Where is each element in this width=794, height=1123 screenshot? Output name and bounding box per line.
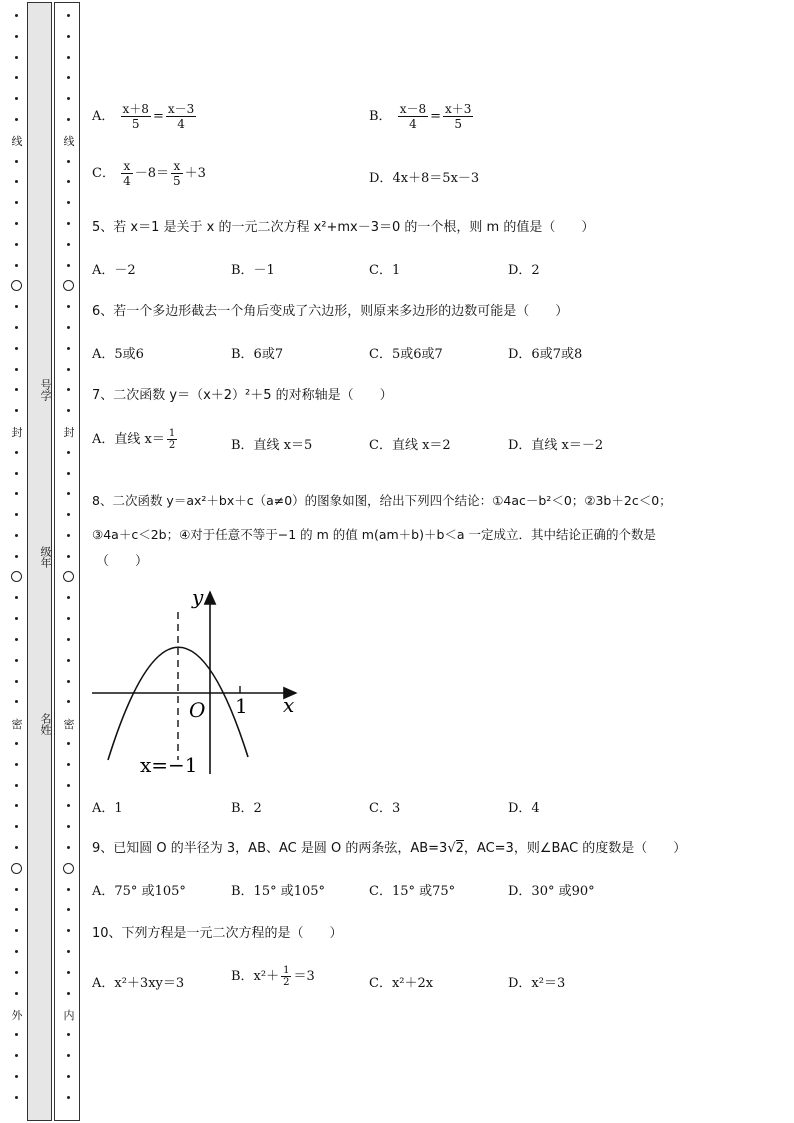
fraction	[443, 102, 473, 131]
binding-ring	[11, 571, 22, 582]
outer-label-wai: 外	[11, 1009, 23, 1022]
x-axis-label: x	[283, 693, 295, 717]
binding-dot	[15, 596, 18, 599]
binding-dot	[15, 992, 18, 995]
outer-label-feng: 封	[11, 426, 23, 439]
q6-option-c: C．5或6或7	[369, 347, 443, 362]
binding-dot	[15, 76, 18, 79]
binding-dot	[15, 305, 18, 308]
q10-option-b	[231, 965, 315, 988]
binding-dot	[67, 1096, 70, 1099]
tick-label-1: 1	[235, 694, 248, 718]
binding-dot	[67, 118, 70, 121]
binding-dot	[15, 825, 18, 828]
option-text: A．直线 x＝	[92, 432, 165, 447]
binding-dot	[15, 243, 18, 246]
binding-dot	[15, 804, 18, 807]
binding-dot	[15, 472, 18, 475]
binding-dot	[67, 76, 70, 79]
q9-option-b: B．15° 或105°	[231, 884, 326, 899]
inner-label-mi: 密	[63, 718, 75, 731]
binding-dot	[67, 825, 70, 828]
fraction	[121, 102, 151, 131]
binding-dot	[67, 617, 70, 620]
binding-dot	[67, 35, 70, 38]
binding-dot	[15, 971, 18, 974]
outer-label-mi: 密	[11, 718, 23, 731]
binding-dot	[15, 180, 18, 183]
symmetry-axis-label: x=−1	[140, 753, 198, 777]
denominator: 5	[454, 117, 463, 131]
binding-dot	[15, 659, 18, 662]
binding-dot	[67, 888, 70, 891]
y-axis-label: y	[192, 585, 204, 609]
q5-option-a: A．－2	[92, 263, 136, 278]
binding-dot	[15, 118, 18, 121]
binding-dot	[67, 700, 70, 703]
binding-dot	[67, 929, 70, 932]
fraction	[166, 102, 196, 131]
binding-dot	[67, 804, 70, 807]
binding-dot	[15, 201, 18, 204]
outer-label-xian: 线	[11, 135, 23, 148]
binding-dot	[15, 784, 18, 787]
binding-dot	[67, 784, 70, 787]
binding-dot	[15, 326, 18, 329]
stem-text: ，AC=3，则∠BAC 的度数是（ ）	[463, 841, 687, 856]
q10-stem: 10、下列方程是一元二次方程的是（ ）	[92, 926, 343, 941]
binding-dot	[15, 492, 18, 495]
option-label: B．	[369, 109, 392, 124]
numerator: x－3	[167, 102, 195, 116]
binding-dot	[67, 596, 70, 599]
binding-dot	[67, 971, 70, 974]
q4-option-d	[369, 167, 479, 186]
binding-dot	[15, 1033, 18, 1036]
numerator: x	[121, 159, 133, 174]
q4-option-c	[92, 159, 206, 188]
binding-dot	[67, 201, 70, 204]
q8-option-c: C．3	[369, 801, 401, 816]
binding-dot	[67, 451, 70, 454]
q8-option-a: A．1	[92, 801, 123, 816]
binding-dot	[15, 14, 18, 17]
binding-dot	[15, 347, 18, 350]
binding-dot	[67, 680, 70, 683]
q5-option-c: C．1	[369, 263, 401, 278]
binding-dot	[67, 1054, 70, 1057]
q7-stem: 7、二次函数 y＝（x＋2）²＋5 的对称轴是（ ）	[92, 388, 393, 403]
binding-dot	[15, 97, 18, 100]
q7-option-a	[92, 428, 179, 451]
binding-dot	[67, 555, 70, 558]
binding-dot	[15, 388, 18, 391]
binding-dot	[67, 846, 70, 849]
binding-dot	[15, 742, 18, 745]
binding-dot	[15, 950, 18, 953]
numerator: x	[171, 159, 183, 174]
fraction	[281, 965, 291, 988]
option-text: ＝3	[293, 969, 315, 984]
inner-label-feng: 封	[63, 426, 75, 439]
q4-option-a: A． $\frac{x+8}{5}$ = $\frac{x-3}{4}$	[92, 102, 195, 131]
binding-dot	[67, 992, 70, 995]
q5-option-d: D．2	[508, 263, 540, 278]
q9-option-a: A．75° 或105°	[92, 884, 186, 899]
binding-dot	[67, 243, 70, 246]
denominator: 5	[173, 174, 181, 188]
inner-binding-column	[62, 0, 74, 1123]
sqrt-symbol: √	[447, 841, 456, 856]
q9-stem	[92, 837, 686, 856]
binding-dot	[67, 326, 70, 329]
q8-stem-line3: （ ）	[96, 554, 149, 569]
binding-dot	[15, 1054, 18, 1057]
binding-ring	[63, 863, 74, 874]
q9-option-d: D．30° 或90°	[508, 884, 595, 899]
option-label: D．	[369, 171, 393, 186]
binding-dot	[67, 14, 70, 17]
binding-dot	[15, 617, 18, 620]
q10-option-a: A．x²＋3xy＝3	[92, 976, 185, 991]
q10-option-d: D．x²＝3	[508, 976, 566, 991]
binding-dot	[67, 659, 70, 662]
binding-dot	[15, 368, 18, 371]
binding-dot	[67, 742, 70, 745]
binding-ring	[11, 863, 22, 874]
fraction	[167, 428, 177, 451]
binding-dot	[15, 638, 18, 641]
numerator: x＋8	[122, 102, 149, 116]
binding-ring	[63, 571, 74, 582]
binding-dot	[67, 368, 70, 371]
fraction	[121, 159, 133, 188]
binding-ring	[11, 280, 22, 291]
binding-dot	[15, 1096, 18, 1099]
option-label: A．	[92, 109, 115, 124]
binding-dot	[67, 513, 70, 516]
equation-tail: ＋3	[184, 166, 206, 181]
option-text: 4x＋8＝5x－3	[392, 171, 480, 186]
binding-dot	[67, 180, 70, 183]
binding-dot	[67, 492, 70, 495]
binding-dot	[15, 56, 18, 59]
binding-dot	[15, 908, 18, 911]
q8-stem-line2: ③4a＋c＜2b；④对于任意不等于−1 的 m 的值 m(am＋b)＋b＜a 一定成立．其中结论正确的个数是	[92, 527, 657, 542]
q5-option-b: B．－1	[231, 263, 275, 278]
numerator: x＋3	[445, 102, 472, 116]
binding-dot	[15, 409, 18, 412]
q8-stem-line1: 8、二次函数 y＝ax²＋bx＋c（a≠0）的图象如图，给出下列四个结论：①4ac－b²＜0；②3b＋2c＜0；	[92, 493, 672, 508]
numerator: x－8	[399, 102, 427, 116]
binding-dot	[15, 264, 18, 267]
binding-dot	[15, 534, 18, 537]
binding-dot	[67, 264, 70, 267]
inner-label-xian: 线	[63, 135, 75, 148]
fraction	[398, 102, 428, 131]
q8-option-d: D．4	[508, 801, 540, 816]
binding-dot	[67, 534, 70, 537]
binding-dot	[15, 846, 18, 849]
origin-label: O	[189, 698, 206, 722]
info-label-grade: 级年	[39, 546, 52, 568]
binding-dot	[67, 347, 70, 350]
q6-option-a: A．5或6	[92, 347, 144, 362]
binding-dot	[15, 680, 18, 683]
numerator: 1	[283, 965, 290, 976]
binding-dot	[67, 1033, 70, 1036]
q7-option-d: D．直线 x＝－2	[508, 438, 604, 453]
denominator: 2	[283, 977, 290, 988]
denominator: 4	[177, 117, 185, 131]
binding-dot	[15, 888, 18, 891]
binding-dot	[67, 409, 70, 412]
binding-dot	[67, 763, 70, 766]
binding-dot	[15, 763, 18, 766]
binding-dot	[15, 160, 18, 163]
denominator: 4	[123, 174, 131, 188]
binding-dot	[67, 222, 70, 225]
binding-dot	[15, 35, 18, 38]
denominator: 2	[168, 440, 176, 451]
q5-stem: 5、若 x＝1 是关于 x 的一元二次方程 x²+mx－3＝0 的一个根，则 m 的值是（ ）	[92, 220, 595, 235]
option-label: C．	[92, 166, 115, 181]
q6-option-d: D．6或7或8	[508, 347, 583, 362]
binding-dot	[67, 472, 70, 475]
binding-dot	[67, 160, 70, 163]
numerator: 1	[168, 428, 176, 439]
binding-dot	[67, 305, 70, 308]
equation-middle: －8＝	[134, 166, 170, 181]
q6-stem: 6、若一个多边形截去一个角后变成了六边形，则原来多边形的边数可能是（ ）	[92, 304, 569, 319]
q7-option-c: C．直线 x＝2	[369, 438, 451, 453]
binding-dot	[15, 513, 18, 516]
binding-dot	[15, 222, 18, 225]
q4-option-b: B． $\frac{x-8}{4}$ = $\frac{x+3}{5}$	[369, 102, 472, 131]
q6-option-b: B．6或7	[231, 347, 284, 362]
student-info-strip	[27, 2, 52, 1121]
binding-dot	[15, 451, 18, 454]
binding-dot	[15, 929, 18, 932]
stem-text: 9、已知圆 O 的半径为 3，AB、AC 是圆 O 的两条弦，AB=3	[92, 841, 448, 856]
option-text: B．x²＋	[231, 969, 280, 984]
q9-option-c: C．15° 或75°	[369, 884, 456, 899]
binding-dot	[15, 700, 18, 703]
q10-option-c: C．x²＋2x	[369, 976, 434, 991]
binding-ring	[63, 280, 74, 291]
binding-dot	[67, 388, 70, 391]
binding-dot	[67, 97, 70, 100]
q8-parabola-graph	[88, 582, 308, 782]
q7-option-b: B．直线 x＝5	[231, 438, 313, 453]
binding-dot	[15, 555, 18, 558]
inner-label-nei: 内	[63, 1009, 75, 1022]
fraction	[171, 159, 183, 188]
binding-dot	[67, 908, 70, 911]
sqrt-radicand: 2	[455, 841, 464, 856]
info-label-name: 名姓	[39, 713, 52, 735]
denominator: 5	[131, 117, 140, 131]
binding-dot	[67, 56, 70, 59]
binding-dot	[67, 1075, 70, 1078]
q8-option-b: B．2	[231, 801, 262, 816]
binding-dot	[67, 638, 70, 641]
binding-dot	[15, 1075, 18, 1078]
info-label-student-number: 号学	[39, 379, 52, 401]
denominator: 4	[409, 117, 417, 131]
outer-binding-column	[10, 0, 22, 1123]
binding-dot	[67, 950, 70, 953]
